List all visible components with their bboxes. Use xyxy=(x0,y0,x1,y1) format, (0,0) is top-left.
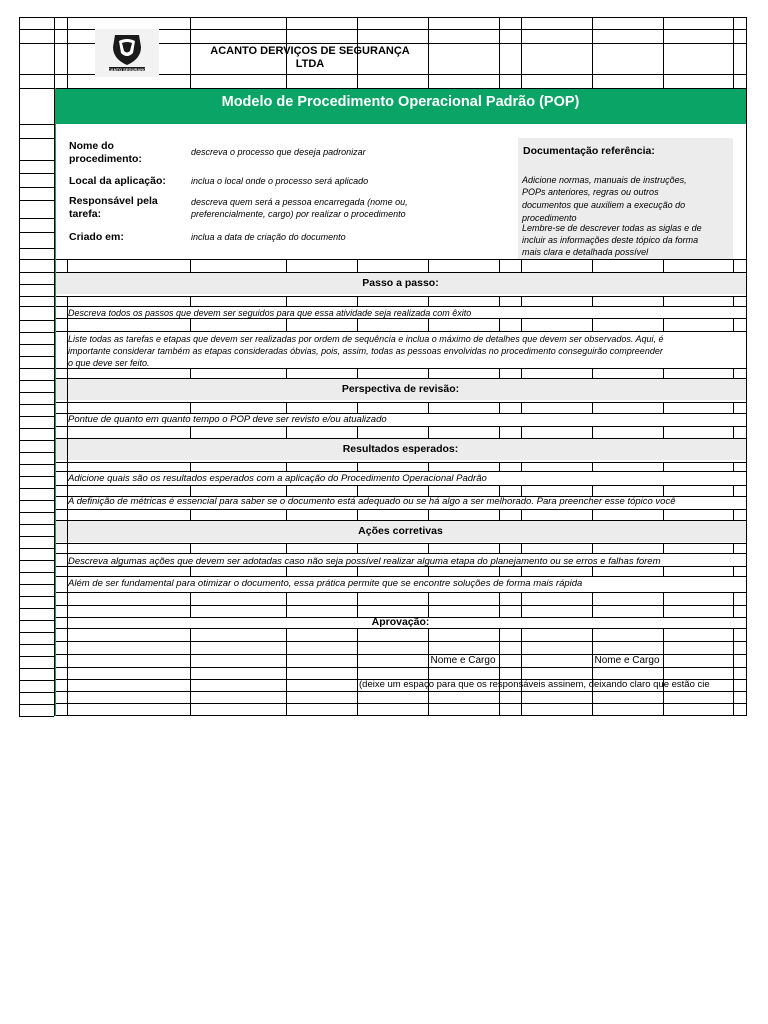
grid-line xyxy=(54,667,746,668)
grid-line xyxy=(357,368,358,378)
grid-line xyxy=(190,259,191,272)
grid-line xyxy=(19,356,54,357)
grid-line xyxy=(499,318,500,331)
grid-line xyxy=(19,584,54,585)
doc-ref-line[interactable]: mais clara e detalhada possível xyxy=(522,247,649,257)
grid-line xyxy=(521,17,522,88)
grid-line xyxy=(663,17,664,88)
passo-line-1[interactable]: Descreva todos os passos que devem ser seguidos para que essa atividade seja realizada com êxito xyxy=(68,308,472,318)
grid-line xyxy=(19,656,54,657)
grid-line xyxy=(54,628,746,629)
grid-line xyxy=(190,592,191,617)
grid-line xyxy=(428,318,429,331)
grid-line xyxy=(19,344,54,345)
grid-line xyxy=(19,704,54,705)
grid-line xyxy=(54,378,746,379)
section-passo-a-passo: Passo a passo: xyxy=(362,277,439,289)
grid-line xyxy=(499,543,500,553)
grid-line xyxy=(54,509,746,510)
grid-line xyxy=(190,318,191,331)
grid-line xyxy=(663,426,664,438)
grid-line xyxy=(19,380,54,381)
grid-line xyxy=(592,17,593,88)
grid-line xyxy=(19,464,54,465)
grid-line xyxy=(663,462,664,471)
grid-line xyxy=(190,296,191,306)
grid-line xyxy=(19,218,54,219)
grid-line xyxy=(19,644,54,645)
signature-name-cargo-2[interactable]: Nome e Cargo xyxy=(594,655,660,666)
grid-line xyxy=(54,438,746,439)
grid-line xyxy=(521,543,522,553)
grid-line xyxy=(521,259,522,272)
grid-line xyxy=(54,331,746,332)
grid-line xyxy=(663,296,664,306)
grid-line xyxy=(190,368,191,378)
nome-label-2: procedimento: xyxy=(69,153,142,165)
grid-line xyxy=(592,426,593,438)
grid-line xyxy=(19,392,54,393)
grid-line xyxy=(19,548,54,549)
doc-ref-line[interactable]: documentos que auxiliem a execução do xyxy=(522,200,686,210)
grid-line xyxy=(19,296,54,297)
grid-line xyxy=(499,628,500,716)
grid-line xyxy=(19,248,54,249)
grid-line xyxy=(19,500,54,501)
grid-line xyxy=(19,488,54,489)
doc-ref-line[interactable]: Adicione normas, manuais de instruções, xyxy=(522,175,687,185)
grid-line xyxy=(19,620,54,621)
grid-line xyxy=(592,402,593,413)
local-value[interactable]: inclua o local onde o processo será aplicado xyxy=(191,176,369,186)
grid-line xyxy=(54,368,746,369)
grid-line xyxy=(19,668,54,669)
section-aprovacao: Aprovação: xyxy=(371,616,430,628)
grid-line xyxy=(733,628,734,716)
passo-line-4[interactable]: o que deve ser feito. xyxy=(68,358,150,368)
grid-line xyxy=(19,17,20,88)
grid-line xyxy=(428,426,429,438)
grid-line xyxy=(733,17,734,88)
grid-line xyxy=(499,368,500,378)
grid-line xyxy=(54,272,746,273)
company-logo xyxy=(95,29,159,77)
company-name-line1: ACANTO DERVIÇOS DE SEGURANÇA xyxy=(210,45,410,57)
grid-line xyxy=(592,368,593,378)
grid-line xyxy=(663,566,664,576)
section-acoes-corretivas: Ações corretivas xyxy=(358,525,443,537)
grid-line xyxy=(663,485,664,496)
grid-line xyxy=(733,368,734,378)
section-resultados-esperados: Resultados esperados: xyxy=(342,443,459,455)
grid-line xyxy=(499,485,500,496)
grid-line xyxy=(54,296,746,297)
grid-line xyxy=(521,485,522,496)
grid-line xyxy=(499,402,500,413)
section-perspectiva-revisao: Perspectiva de revisão: xyxy=(341,383,460,395)
grid-line xyxy=(19,512,54,513)
grid-line xyxy=(357,462,358,471)
grid-line xyxy=(286,485,287,496)
grid-line xyxy=(19,17,746,18)
acoes-line-1[interactable]: Descreva algumas ações que devem ser adotadas caso não seja possível realizar alguma etapa do planejamento ou se erros e falhas forem xyxy=(68,556,661,567)
grid-line xyxy=(357,296,358,306)
grid-line xyxy=(663,592,664,617)
grid-line xyxy=(733,402,734,413)
grid-line xyxy=(67,296,68,306)
resp-label-1: Responsável pela xyxy=(69,195,158,207)
grid-line xyxy=(54,462,746,463)
grid-line xyxy=(521,628,522,716)
grid-line xyxy=(54,715,746,716)
grid-line xyxy=(499,259,500,272)
grid-line xyxy=(357,592,358,617)
grid-line xyxy=(499,462,500,471)
grid-line xyxy=(19,596,54,597)
grid-line xyxy=(592,259,593,272)
grid-line xyxy=(521,462,522,471)
grid-line xyxy=(428,462,429,471)
grid-line xyxy=(67,259,68,272)
grid-line xyxy=(19,232,54,233)
grid-line xyxy=(286,318,287,331)
grid-line xyxy=(19,572,54,573)
grid-line xyxy=(19,138,54,139)
grid-line xyxy=(357,426,358,438)
grid-line xyxy=(54,259,746,260)
grid-line xyxy=(19,306,54,307)
grid-line xyxy=(190,402,191,413)
nome-value[interactable]: descreva o processo que deseja padronizar xyxy=(191,147,366,157)
grid-line xyxy=(19,124,54,125)
grid-line xyxy=(428,402,429,413)
grid-line xyxy=(733,543,734,553)
grid-line xyxy=(54,592,746,593)
grid-line xyxy=(357,259,358,272)
grid-line xyxy=(663,318,664,331)
acoes-line-2[interactable]: Além de ser fundamental para otimizar o documento, essa prática permite que se encontre soluções de forma mais rápida xyxy=(68,578,583,589)
doc-ref-line[interactable]: POPs anteriores, regras ou outros xyxy=(522,187,659,197)
page-title: Modelo de Procedimento Operacional Padrão (POP) xyxy=(221,94,580,110)
grid-line xyxy=(19,160,54,161)
grid-line xyxy=(19,608,54,609)
passo-line-2[interactable]: Liste todas as tarefas e etapas que devem ser realizadas por ordem de sequência e inclua o máximo de detalhes que devem ser observados. Aqui, é xyxy=(68,334,664,344)
criado-value[interactable]: inclua a data de criação do documento xyxy=(191,232,346,242)
grid-line xyxy=(54,543,746,544)
grid-line xyxy=(499,509,500,520)
grid-line xyxy=(19,332,54,333)
grid-line xyxy=(19,284,54,285)
doc-ref-title: Documentação referência: xyxy=(523,145,655,157)
grid-line xyxy=(357,318,358,331)
passo-line-3[interactable]: importante considerar também as etapas consideradas óbvias, pois, assim, todas as pessoas envolvidas no procedimento conseguirão compreender xyxy=(68,346,663,356)
grid-line xyxy=(19,187,54,188)
grid-line xyxy=(733,462,734,471)
grid-line xyxy=(357,402,358,413)
grid-line xyxy=(19,536,54,537)
grid-line xyxy=(733,509,734,520)
nome-label-1: Nome do xyxy=(69,140,114,152)
resp-value-2[interactable]: preferencialmente, cargo) por realizar o procedimento xyxy=(191,209,406,219)
grid-line xyxy=(190,462,191,471)
grid-line xyxy=(357,543,358,553)
grid-line xyxy=(663,402,664,413)
grid-line xyxy=(733,592,734,617)
grid-line xyxy=(19,320,54,321)
grid-line xyxy=(499,426,500,438)
grid-line xyxy=(746,17,747,716)
grid-line xyxy=(286,426,287,438)
resultados-line-1[interactable]: Adicione quais são os resultados esperados com a aplicação do Procedimento Operacional Padrão xyxy=(68,473,487,484)
grid-line xyxy=(521,509,522,520)
aprovacao-note: (deixe um espaço para que os responsáveis assinem, deixando claro que estão cie xyxy=(359,679,710,690)
grid-line xyxy=(286,402,287,413)
doc-ref-line[interactable]: incluir as informações deste tópico da forma xyxy=(522,235,699,245)
grid-line xyxy=(428,296,429,306)
grid-line xyxy=(592,628,593,716)
grid-line xyxy=(286,509,287,520)
grid-line xyxy=(357,509,358,520)
local-label: Local da aplicação: xyxy=(69,175,166,187)
grid-line xyxy=(19,560,54,561)
company-name-line2: LTDA xyxy=(295,58,325,70)
resp-value-1[interactable]: descreva quem será a pessoa encarregada (nome ou, xyxy=(191,197,408,207)
grid-line xyxy=(19,259,54,260)
grid-line xyxy=(19,692,54,693)
grid-line xyxy=(521,296,522,306)
grid-line xyxy=(19,476,54,477)
criado-label: Criado em: xyxy=(69,231,124,243)
grid-line xyxy=(19,404,54,405)
grid-line xyxy=(19,452,54,453)
grid-line xyxy=(592,592,593,617)
grid-line xyxy=(54,641,746,642)
grid-line xyxy=(190,628,191,716)
grid-line xyxy=(54,471,746,472)
doc-ref-line[interactable]: procedimento xyxy=(522,213,577,223)
grid-line xyxy=(428,485,429,496)
grid-line xyxy=(592,543,593,553)
grid-line xyxy=(19,272,54,273)
logo-text: ACANTO SEGURANÇA xyxy=(105,67,149,72)
doc-ref-line[interactable]: Lembre-se de descrever todas as siglas e de xyxy=(522,223,702,233)
grid-line xyxy=(54,703,746,704)
grid-line xyxy=(733,318,734,331)
grid-line xyxy=(499,592,500,617)
grid-line xyxy=(663,259,664,272)
grid-line xyxy=(592,318,593,331)
resultados-line-2[interactable]: A definição de métricas é essencial para saber se o documento está adequado ou se há algo a ser melhorado. Para preencher esse tópico você xyxy=(68,496,676,507)
grid-line xyxy=(19,173,54,174)
grid-line xyxy=(357,485,358,496)
grid-line xyxy=(19,88,20,716)
grid-line xyxy=(733,426,734,438)
grid-line xyxy=(19,88,746,89)
grid-line xyxy=(19,440,54,441)
grid-line xyxy=(286,368,287,378)
grid-line xyxy=(286,259,287,272)
grid-line xyxy=(592,296,593,306)
grid-line xyxy=(663,509,664,520)
grid-line xyxy=(19,368,54,369)
grid-line xyxy=(286,296,287,306)
grid-line xyxy=(54,520,746,521)
revisao-line[interactable]: Pontue de quanto em quanto tempo o POP deve ser revisto e/ou atualizado xyxy=(68,414,387,425)
grid-line xyxy=(663,543,664,553)
grid-line xyxy=(19,416,54,417)
grid-line xyxy=(663,368,664,378)
grid-line xyxy=(521,318,522,331)
grid-line xyxy=(190,509,191,520)
grid-line xyxy=(54,576,746,577)
grid-line xyxy=(663,628,664,716)
grid-line xyxy=(733,296,734,306)
grid-line xyxy=(54,17,55,88)
grid-line xyxy=(19,680,54,681)
grid-line xyxy=(521,592,522,617)
grid-line xyxy=(19,200,54,201)
grid-line xyxy=(286,592,287,617)
grid-line xyxy=(428,592,429,617)
grid-line xyxy=(733,485,734,496)
grid-line xyxy=(521,426,522,438)
grid-line xyxy=(521,402,522,413)
grid-line xyxy=(592,509,593,520)
grid-line xyxy=(357,628,358,716)
resp-label-2: tarefa: xyxy=(69,208,102,220)
grid-line xyxy=(428,628,429,716)
grid-line xyxy=(286,628,287,716)
grid-line xyxy=(521,368,522,378)
grid-line xyxy=(54,691,746,692)
grid-line xyxy=(428,509,429,520)
grid-line xyxy=(54,605,746,606)
grid-line xyxy=(499,296,500,306)
grid-line xyxy=(592,462,593,471)
grid-line xyxy=(286,543,287,553)
signature-name-cargo-1[interactable]: Nome e Cargo xyxy=(430,655,496,666)
grid-line xyxy=(19,632,54,633)
grid-line xyxy=(428,368,429,378)
grid-line xyxy=(190,543,191,553)
grid-line xyxy=(733,566,734,576)
grid-line xyxy=(190,426,191,438)
grid-line xyxy=(54,553,746,554)
grid-line xyxy=(19,524,54,525)
grid-line xyxy=(428,543,429,553)
grid-line xyxy=(67,17,68,88)
grid-line xyxy=(19,428,54,429)
grid-line xyxy=(733,259,734,272)
grid-line xyxy=(19,716,54,717)
grid-line xyxy=(592,485,593,496)
grid-line xyxy=(286,462,287,471)
grid-line xyxy=(54,402,746,403)
grid-line xyxy=(499,17,500,88)
grid-line xyxy=(428,259,429,272)
grid-line xyxy=(190,485,191,496)
